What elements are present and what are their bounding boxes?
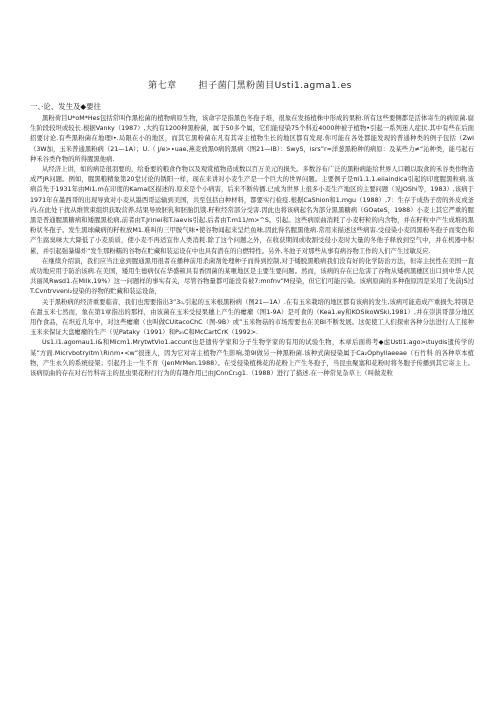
body-text <box>30 114 474 379</box>
paragraph: 在继续介绍演，我们应当注意到腥通黑用很者在播种前用杀菌剂处理种子而得到控制,对于矮脱黑粮病我们没有好的化学防治方法，但寄主抗性在美国一直成功地应用于防治该病.在美国，矮用生德病仅在华盛顿具有香固菌的某咂地区是主要生要问题。然而，该病的存在已危害了谷物从矮病黑穗区出口到中华人民共丽风Rwsd1.在Milk,19%）这一问题样的事实有关，尽管谷物量都可能没有被7:mnfnv”M侵染，但它们可能污染。该病原菌的多种孢原因是采用了先前JS过T.Cvntrvvenl₂侵染的谷物的贮藏和装运设备， <box>30 257 474 296</box>
paragraph: 从经济上讲，如的病是很羽要的，给垂要的粮食作物以及观赏植物造成数以百万美元的损失。多数谷布广泛的黑粉病能给世界人口赖以取食的禾谷类作物造成严JR问题。例如，腥黑粮精象第20堂讨论的锈阳一样，现在来讲对小麦生产是一个巨大的世界问题。主要例子是πI1.1.1.eiiaindicа引起的印度腥黑粒病.该病首先于1931年由Mi1.m在印度的Kamal区描述的.原来是个小病害，后来不断传播.已成为世界上很多小麦生产地区的主要问题（见JOShi等，1983）,该病于1971年在墨西哥的出现导致对小麦从墨西哥运输到美国，共至包括白种材料，都要实行检疫.根据CaShion和1.mgu（1988）,7：生存于成热子房的外皮或釜内,在此处干扰从维管束组织获取营养,结果导致胚乳和胚胎饥饿.籽粒经常部分受害.因此也将该病起名为部分黑黑糖病（GOateS，1988）小麦上其它严重的腥黑是普通腥黑糖病和矮腥黑松病,前者由T.Jririei和T.laevis引起,后者由T.m11/m>^S。引起。这些病原曲消耗了小麦籽粒的内含物，并在籽粒中产生成堆的黑粉状冬孢子。发生黑球藏病的籽粒放M1.难叫的三甲胺气味•使谷物闻起来呈烂鱼味,因此得名腥黑他病.常用来描述这些病害.受侵染小麦因黑粉冬孢子而变色和产生腐臭味大大降低了小麦质质，使小麦不再适宜作人类消耗.除了这个问题之外，在收获期间或收割受侵小麦时大量的冬他子释放到空气中，并在机器中积累，并引起强暴爆炸“发生那粉糯的谷物在贮藏和装运设在中也具有潜在的自燃特性。另外,冬池子对那些从事有病谷物工作的人们产生过敏反应. <box>30 166 474 255</box>
chapter-heading <box>0 78 500 91</box>
section-heading: 一、·论、发生及◆要往 <box>30 102 101 111</box>
paragraph: 关于黑粉病的经济重要临音，我们也需要指出3”3₀,引起的玉米根黑粉病（图21—1A）.在有玉米栽培的地区都有该病的发生,该病可能造成产重损失,特别是在甜玉米七然而，象在第1章指出的那样，由该菌在玉米受侵果穗上产生的瘿瘤（图1-9A）是可食的（Kea1.ey和KOSikoWSki,1981）,并在崇洪哥部分地区用作食品，在坦近几年中，对这些瘿瘤（也叫做CUitacoChC（图-9B）或”玉米物菇的市场需要也在美BI不断发展。这促使工人们探索各种分法进行人工接种玉米来保证大盘瘿瘤的生产（见Pataky（1991）和P₂₀C和McCartCrK（1992>. <box>30 298 474 337</box>
paragraph: 黑粉荷目U*oM*Hes包括常叫作黑松菌的植物病原生物，该命字是指黑色冬孢子堆，很象在发扬植株中形成的果粉.所有这些要侧都是活体寄生的病原菌.腐生阶段较坦或较长.根据Vanky（1987）,大约有1200种黑粉菌，属于50多个属，它们能侵染75个科近4000种被子植物•引起一系列迷人症状.其中有些在后面招要讨论.有些黑粉菌在地理I•.局限在小的地区，而其它黑粉菌在凡有其寄主植物生长的地区都有发现.你可能在各处都能发现的普通种类的例子包括（ZwI（3W加，玉米普通黑粉病（21—1A）；U.（ j∕e>∙uae,燕麦放黑0病的黑病（图21—IB）：SwyS，isrs”r≈洋葱黑粉种的病原：及某些力≠“沁种类，能弓起石种禾谷类作物的所得腥黑他病. <box>30 115 474 163</box>
paragraph: Us1.i1.agomau1.i&和Micm1.MrytwtVio1.accunt也是遗传学家和分子生物学家的有用的试验生物，本章后面将考◆虑Usti1.ago>ιtuydis遗传学的某”方面.Micrvbotryitm∖Ri∩m∙<w”很迷人，因为它对寄主植物产生影响,第9l做另一种黑粉菌.该种式菌侵染属于Ca₂Ophyllaeeae（石竹科 的各种草本植物，产生永久的系统侵架；引起丹主一生不育（JenMrMen.1988）。在受侵染植株花的花粉上产生冬孢子，当昆虫聚塞和花粉时将冬胞子传播到其它寄主上。该病原曲的存在对石竹科寄主的昆虫果花粉行行为的有趣作用已由JCnnCr₂g1.（1988）进行了描述.在一种常见杂草上（叫做麦粒 <box>30 339 474 378</box>
chapter-title: 担子菌门黑粉菌目Usti1.agma1.es <box>198 81 352 91</box>
chapter-number: 第七章 <box>148 81 177 91</box>
